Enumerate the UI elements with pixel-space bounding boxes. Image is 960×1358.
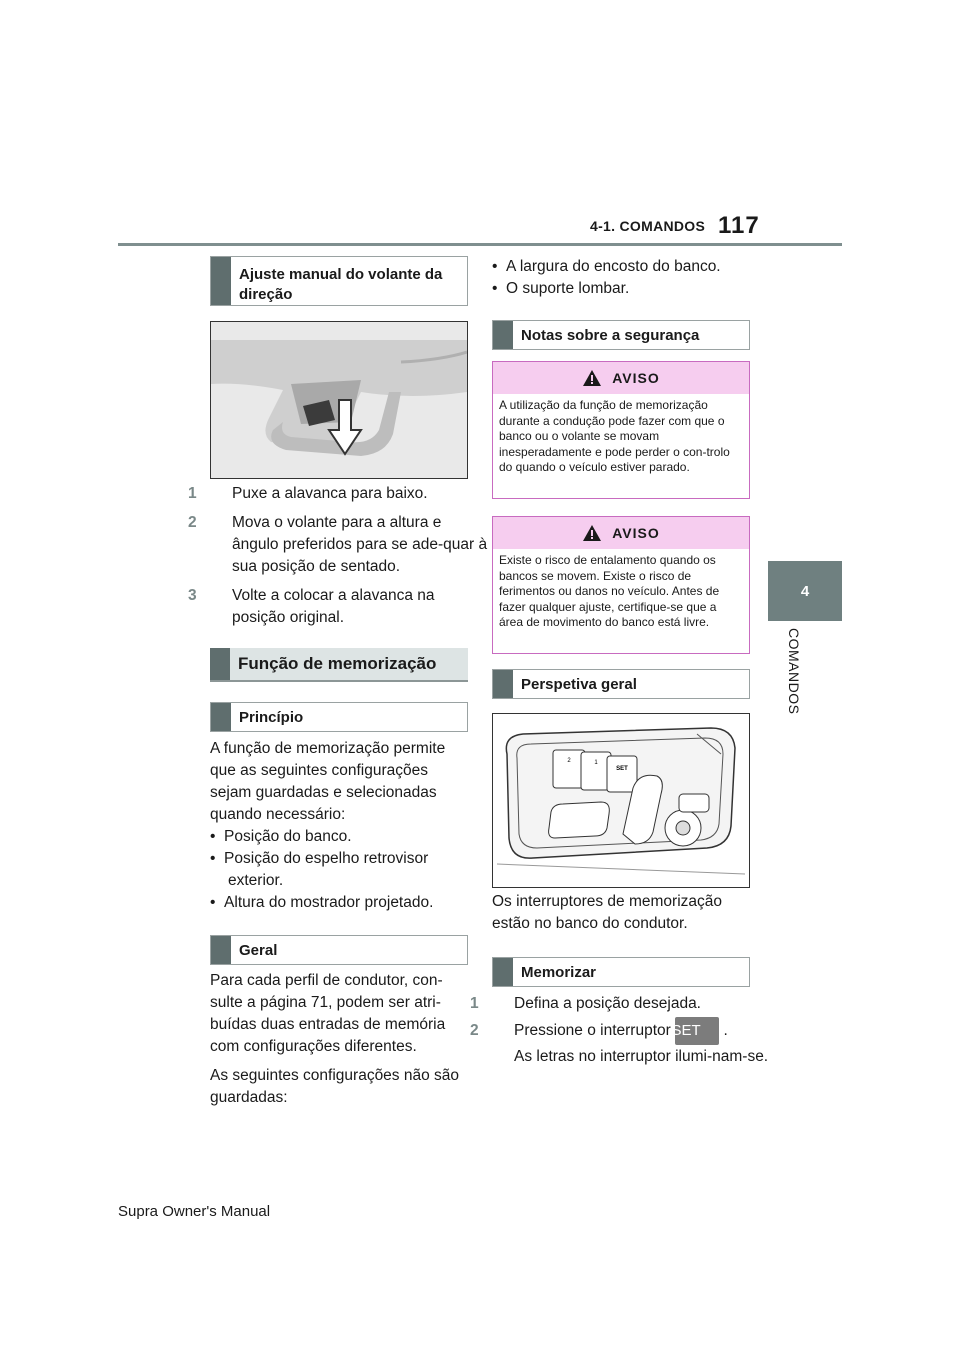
steering-step-3: 3 Volte a colocar a alavanca na posição original.: [188, 587, 435, 626]
footer-manual-title: Supra Owner's Manual: [118, 1203, 271, 1220]
set-button-icon: SET: [675, 1017, 719, 1045]
figure-button-label: 2: [567, 758, 571, 764]
warning-icon: [582, 524, 602, 542]
steering-step-2: 2 Mova o volante para a altura e ângulo preferidos para se ade-quar à sua posição de sentado.: [188, 514, 488, 575]
store-step-2-extra: As letras no interruptor ilumi-nam-se.: [514, 1048, 769, 1065]
chapter-label: COMANDOS: [786, 628, 802, 715]
principle-heading-box: [210, 702, 468, 732]
figure-button-label: SET: [616, 766, 628, 772]
safety-heading-box: [492, 320, 750, 350]
chapter-number: 4: [800, 582, 810, 600]
warning-text: Existe o risco de entalamento quando os bancos se movem. Existe o risco de ferimentos ou danos no veículo. Antes de fazer qualquer ajuste, certifique-se que a área de movimento do banco está livre.: [499, 553, 720, 629]
steering-lever-figure: [210, 321, 468, 479]
warning-title: AVISO: [612, 525, 660, 541]
page-number: 117: [718, 212, 760, 239]
seat-switch-illustration: [493, 714, 749, 887]
steering-step-1: 1 Puxe a alavanca para baixo.: [188, 485, 428, 502]
principle-bullet: • Posição do banco.: [210, 828, 352, 845]
steering-lever-illustration: [211, 322, 467, 478]
general-heading: Geral: [239, 942, 278, 959]
section-title: 4-1. COMANDOS: [590, 218, 706, 234]
warning-icon: [582, 369, 602, 387]
warning-box: [492, 516, 750, 654]
safety-heading: Notas sobre a segurança: [521, 327, 700, 344]
not-saved-bullet: • O suporte lombar.: [492, 280, 630, 297]
chapter-tab: [768, 561, 842, 621]
general-heading-box: [210, 935, 468, 965]
principle-text: A função de memorização permite que as seguintes configurações sejam guardadas e selecionadas quando necessário:: [210, 740, 446, 823]
store-heading: Memorizar: [521, 964, 597, 981]
warning-box: [492, 361, 750, 499]
principle-bullet: • Altura do mostrador projetado.: [210, 894, 434, 911]
principle-bullet: • Posição do espelho retrovisor exterior.: [210, 850, 429, 889]
store-step-1: 1 Defina a posição desejada.: [470, 995, 701, 1012]
principle-heading: Princípio: [239, 709, 304, 726]
warning-text: A utilização da função de memorização durante a condução pode fazer com que o banco ou o volante se movam inesperadamente e pode perder o con-trolo do quando o veículo estiver parado.: [499, 398, 730, 474]
store-heading-box: [492, 957, 750, 987]
overview-heading-box: [492, 669, 750, 699]
figure-button-label: 1: [594, 760, 598, 766]
steering-heading: Ajuste manual do volante da direção: [239, 266, 443, 303]
memory-heading-box: [210, 648, 468, 682]
steering-heading-box: [210, 256, 468, 306]
overview-heading: Perspetiva geral: [521, 676, 637, 693]
store-step-2: 2 Pressione o interruptor SET . As letras no interruptor ilumi-nam-se.: [492, 1017, 776, 1069]
header-rule: [118, 243, 842, 246]
not-saved-text: As seguintes configurações não são guardadas:: [210, 1067, 460, 1106]
warning-title: AVISO: [612, 370, 660, 386]
general-text: Para cada perfil de condutor, con-sulte a página 71, podem ser atri-buídas duas entradas de memória com configurações diferentes.: [210, 972, 446, 1055]
memory-heading: Função de memorização: [238, 654, 437, 673]
overview-caption: Os interruptores de memorização estão no banco do condutor.: [492, 893, 723, 932]
memory-switches-figure: [492, 713, 750, 888]
not-saved-bullet: • A largura do encosto do banco.: [492, 258, 721, 275]
